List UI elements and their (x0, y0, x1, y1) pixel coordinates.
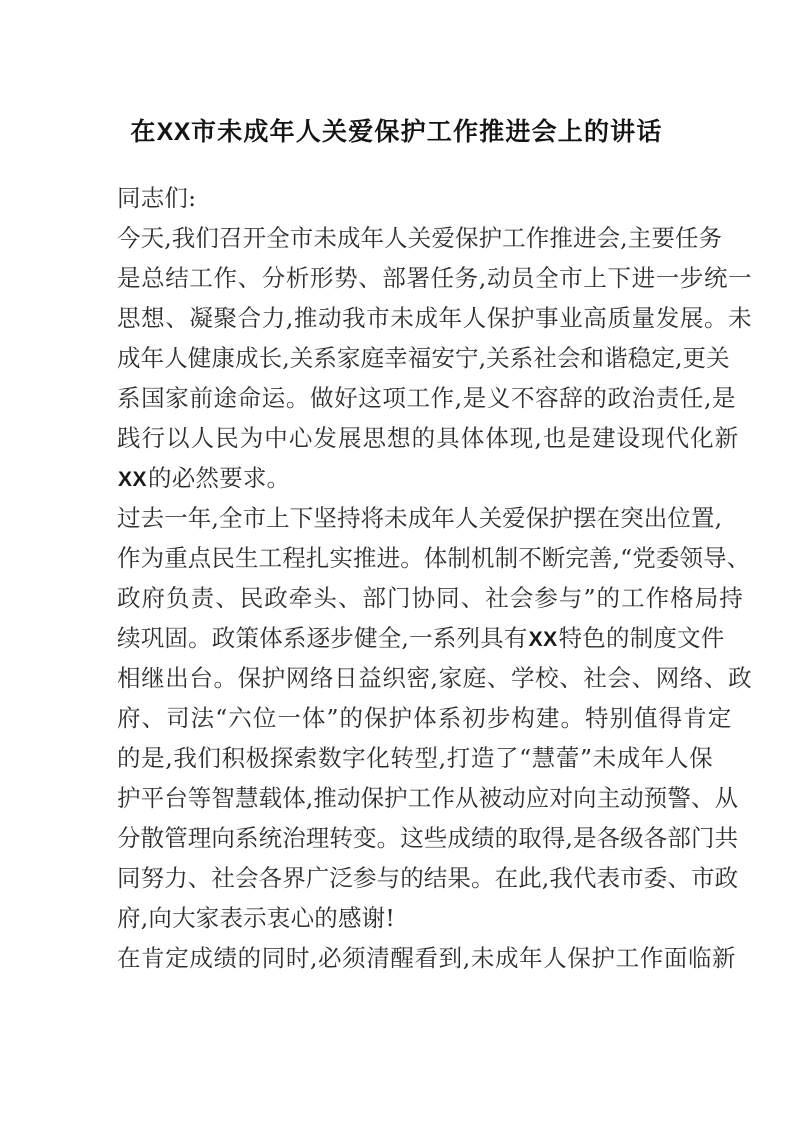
body-line: 过去一年,全市上下坚持将未成年人关爱保护摆在突出位置, (117, 504, 723, 532)
body-line: 思想、凝聚合力,推动我市未成年人保护事业高质量发展。未 (117, 304, 753, 332)
body-line: 在肯定成绩的同时,必须清醒看到,未成年人保护工作面临新 (117, 944, 737, 972)
body-line: 相继出台。保护网络日益织密,家庭、学校、社会、网络、政 (117, 664, 753, 692)
body-line: 政府负责、民政牵头、部门协同、社会参与”的工作格局持 (117, 584, 744, 612)
inline-text-before: 续巩固。政策体系逐步健全,一系列具有 (117, 624, 528, 652)
body-line: 是总结工作、分析形势、部署任务,动员全市上下进一步统一 (117, 264, 753, 292)
page-title (0, 114, 793, 150)
body-line-with-placeholder (117, 618, 725, 658)
inline-text-after: 特色的制度文件 (558, 624, 725, 652)
body-line-with-placeholder (117, 458, 683, 498)
body-line: 护平台等智慧载体,推动保护工作从被动应对向主动预警、从 (117, 784, 739, 812)
body-line: 成年人健康成长,关系家庭幸福安宁,关系社会和谐稳定,更关 (117, 344, 730, 372)
title-part-2: 市未成年人关爱保护工作推进会上的讲话 (190, 116, 663, 146)
inline-placeholder-xx: XX (118, 468, 148, 491)
title-part-1: 在 (130, 116, 157, 146)
body-line: 同努力、社会各界广泛参与的结果。在此,我代表市委、市政 (117, 864, 739, 892)
body-line: 作为重点民生工程扎实推进。体制机制不断完善,“党委领导、 (117, 544, 751, 572)
title-placeholder-xx: XX (156, 117, 191, 146)
body-line: 府,向大家表示衷心的感谢! (117, 904, 396, 932)
body-line: 分散管理向系统治理转变。这些成绩的取得,是各级各部门共 (117, 824, 739, 852)
body-line: 践行以人民为中心发展思想的具体体现,也是建设现代化新 (117, 424, 740, 452)
document-body (117, 178, 753, 978)
body-line: 系国家前途命运。做好这项工作,是义不容辞的政治责任,是 (117, 384, 737, 412)
inline-text-after: 的必然要求。 (148, 464, 291, 492)
body-line: 的是,我们积极探索数字化转型,打造了“慧蕾”未成年人保 (117, 744, 714, 772)
inline-placeholder-xx: XX (528, 628, 558, 651)
body-line: 今天,我们召开全市未成年人关爱保护工作推进会,主要任务 (117, 224, 723, 252)
body-line: 府、司法“六位一体”的保护体系初步构建。特别值得肯定 (117, 704, 733, 732)
salutation-line: 同志们: (117, 184, 197, 212)
